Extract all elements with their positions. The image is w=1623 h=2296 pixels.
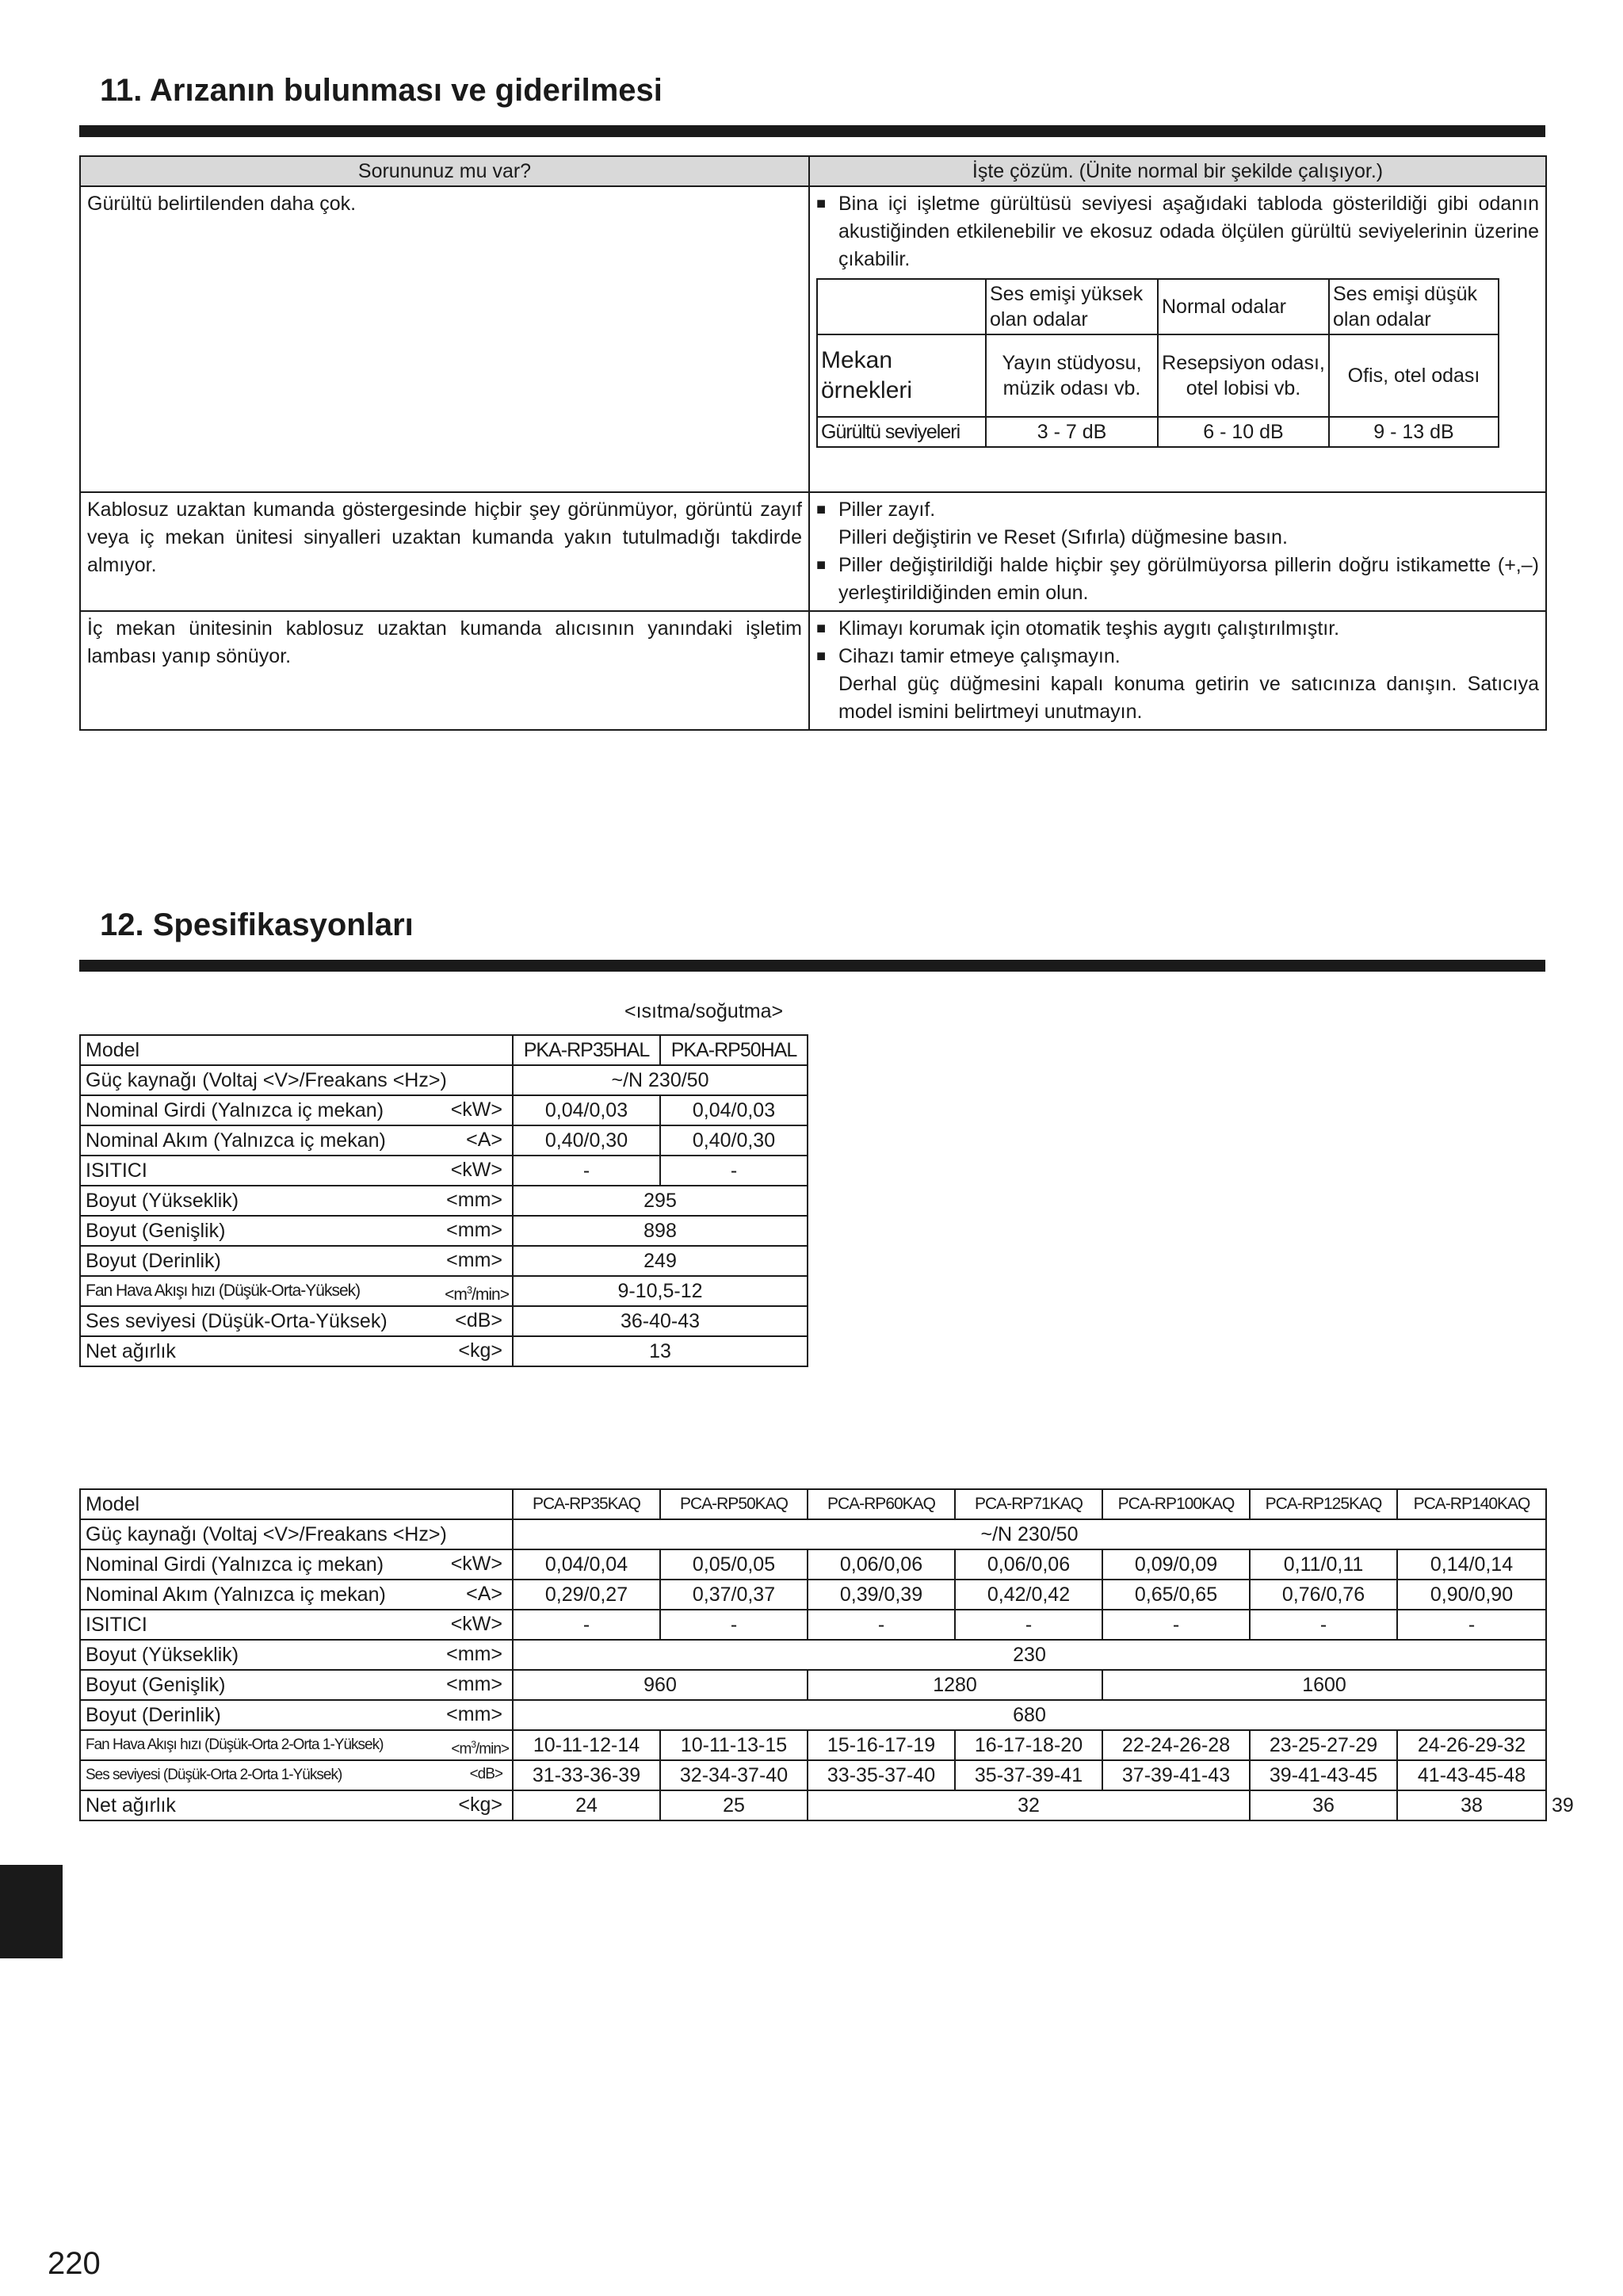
value-depth: 249	[513, 1246, 808, 1276]
label-current: Nominal Akım (Yalnızca iç mekan) <A>	[80, 1125, 513, 1156]
bullet-square-icon: ■	[816, 195, 827, 212]
noise-row-examples-label: Mekan örnekleri	[817, 334, 986, 417]
spec-table-pca: Model PCA-RP35KAQ PCA-RP50KAQ PCA-RP60KAQ PCA-RP71KAQ PCA-RP100KAQ PCA-RP125KAQ PCA-RP140KAQ Güç kaynağı (Voltaj <V>/Freakans <Hz>) ~/N 230/50 Nominal Girdi (Yalnızca iç mekan) <kW> 0,04/0,04 0,05/0,05 0,06/0,06 0,06/0,06 0,09/0,09 0,11/0,11 0,14/0,14 Nominal Akım (Yalnızca iç mekan) <A> 0,29/0,27 0,37/0,37 0,39/0,39 0,42/0,42 0,65/0,65 0,76/0,76 0,90/0,90 ISITICI <kW> - - - - - - - Boyut (Yükseklik) <mm> 230 Boyut (Genişlik) <mm> 960 1280 1600 Boyut (Derinlik) <mm> 680 Fan Hava Akışı hızı (Düşük-Orta 2-Orta 1-Yüksek) $<m^3/\min>$ 10-11-12-14 10-11-13-15 15-16-17-19 16-17-18-20 22-24-26-28 23-25-27-29 24-26-29-32 Ses seviyesi (Düşük-Orta 2-Orta 1-Yüksek) <dB> 31-33-36-39 32-34-37-40 33-35-37-40 35-37-39-41 37-39-41-43 39-41-43-45 41-43-45-48 Net ağırlık <kg> 24 25 32 36 38 39	[79, 1488, 1547, 1821]
value-heater: -	[513, 1610, 660, 1640]
value-weight: 38	[1397, 1790, 1546, 1820]
value-input: 0,04/0,03	[660, 1095, 808, 1125]
model-pca-rp60kaq: PCA-RP60KAQ	[808, 1489, 955, 1519]
value-fan: 9-10,5-12	[513, 1276, 808, 1306]
value-current: 0,40/0,30	[513, 1125, 660, 1156]
value-fan: 22-24-26-28	[1102, 1730, 1250, 1760]
value-fan: 23-25-27-29	[1250, 1730, 1397, 1760]
label-height: Boyut (Yükseklik) <mm>	[80, 1640, 513, 1670]
value-current: 0,40/0,30	[660, 1125, 808, 1156]
value-current: 0,39/0,39	[808, 1580, 955, 1610]
solution-lamp-blinking: ■ Klimayı korumak için otomatik teşhis aygıtı çalıştırılmıştır. ■ Cihazı tamir etmeye çalışmayın. Derhal güç düğmesini kapalı konuma getirin ve satıcınıza danışın. Satıcıya model ismini belirtmeyi unutmayın.	[809, 611, 1546, 730]
label-heater: ISITICI <kW>	[80, 1610, 513, 1640]
bullet-square-icon: ■	[816, 648, 827, 665]
value-width: 898	[513, 1216, 808, 1246]
value-power: ~/N 230/50	[513, 1519, 1546, 1549]
header-problem: Sorununuz mu var?	[80, 156, 809, 186]
noise-col-normal: Normal odalar	[1158, 279, 1329, 334]
value-input: 0,14/0,14	[1397, 1549, 1546, 1580]
label-height: Boyut (Yükseklik) <mm>	[80, 1186, 513, 1216]
label-depth: Boyut (Derinlik) <mm>	[80, 1246, 513, 1276]
solution-noise: ■ Bina içi işletme gürültüsü seviyesi aşağıdaki tabloda gösterildiği gibi odanın akustiğinden etkilenebilir ve ekosuz odada ölçülen gürültü seviyelerinin üzerine çıkabilir. Ses emişi yüksek olan odalar Normal odalar Ses emişi düşük olan odalar Mekan örnekleri Yayın stüdyosu, müzik odası vb. Resepsiyon odası, otel lobisi vb. Ofis, otel odası Gürültü seviyeleri 3 - 7 dB 6 - 10 dB 9 - 13 dB	[809, 186, 1546, 492]
noise-example-1: Yayın stüdyosu, müzik odası vb.	[986, 334, 1158, 417]
value-weight: 25	[660, 1790, 808, 1820]
bullet-square-icon: ■	[816, 501, 827, 518]
value-input: 0,11/0,11	[1250, 1549, 1397, 1580]
value-input: 0,06/0,06	[955, 1549, 1102, 1580]
noise-level-3: 9 - 13 dB	[1329, 417, 1499, 447]
label-power: Güç kaynağı (Voltaj <V>/Freakans <Hz>)	[80, 1519, 513, 1549]
label-current: Nominal Akım (Yalnızca iç mekan) <A>	[80, 1580, 513, 1610]
value-height: 295	[513, 1186, 808, 1216]
section-11-rule	[79, 125, 1545, 137]
label-heater: ISITICI <kW>	[80, 1156, 513, 1186]
value-sound: 37-39-41-43	[1102, 1760, 1250, 1790]
noise-level-1: 3 - 7 dB	[986, 417, 1158, 447]
noise-corner-cell	[817, 279, 986, 334]
problem-remote-display: Kablosuz uzaktan kumanda göstergesinde hiçbir şey görünmüyor, görüntü zayıf veya iç mekan ünitesi sinyalleri uzaktan kumanda yakın tutulmadığı takdirde almıyor.	[80, 492, 809, 611]
label-weight: Net ağırlık <kg>	[80, 1790, 513, 1820]
value-input: 0,09/0,09	[1102, 1549, 1250, 1580]
value-fan: 10-11-12-14	[513, 1730, 660, 1760]
model-pka-rp35hal: PKA-RP35HAL	[513, 1035, 660, 1065]
noise-level-2: 6 - 10 dB	[1158, 417, 1329, 447]
value-sound: 39-41-43-45	[1250, 1760, 1397, 1790]
value-heater: -	[1397, 1610, 1546, 1640]
value-input: 0,04/0,03	[513, 1095, 660, 1125]
value-fan: 10-11-13-15	[660, 1730, 808, 1760]
noise-level-table	[816, 278, 1499, 448]
label-width: Boyut (Genişlik) <mm>	[80, 1216, 513, 1246]
value-width: 960	[513, 1670, 808, 1700]
value-input: 0,05/0,05	[660, 1549, 808, 1580]
value-input: 0,06/0,06	[808, 1549, 955, 1580]
label-input: Nominal Girdi (Yalnızca iç mekan) <kW>	[80, 1095, 513, 1125]
label-sound: Ses seviyesi (Düşük-Orta-Yüksek) <dB>	[80, 1306, 513, 1336]
label-power: Güç kaynağı (Voltaj <V>/Freakans <Hz>)	[80, 1065, 513, 1095]
label-width: Boyut (Genişlik) <mm>	[80, 1670, 513, 1700]
label-fan: Fan Hava Akışı hızı (Düşük-Orta-Yüksek) $<m^3/\min>$	[80, 1276, 513, 1306]
value-sound: 35-37-39-41	[955, 1760, 1102, 1790]
spec-table-pka	[79, 1034, 808, 1367]
value-weight: 36	[1250, 1790, 1397, 1820]
value-fan: 16-17-18-20	[955, 1730, 1102, 1760]
value-width: 1280	[808, 1670, 1102, 1700]
noise-col-high-absorption: Ses emişi yüksek olan odalar	[986, 279, 1158, 334]
section-11-title: 11. Arızanın bulunması ve giderilmesi	[100, 73, 663, 108]
solution-remote-display: ■ Piller zayıf. Pilleri değiştirin ve Reset (Sıfırla) düğmesine basın. ■ Piller değiştirildiği halde hiçbir şey görülmüyorsa pillerin doğru istikamette (+,–) yerleştirildiğinden emin olun.	[809, 492, 1546, 611]
troubleshooting-table	[79, 155, 1547, 731]
model-pca-rp50kaq: PCA-RP50KAQ	[660, 1489, 808, 1519]
value-heater: -	[660, 1610, 808, 1640]
value-heater: -	[955, 1610, 1102, 1640]
noise-example-3: Ofis, otel odası	[1329, 334, 1499, 417]
label-input: Nominal Girdi (Yalnızca iç mekan) <kW>	[80, 1549, 513, 1580]
label-sound: Ses seviyesi (Düşük-Orta 2-Orta 1-Yüksek) <dB>	[80, 1760, 513, 1790]
model-pca-rp140kaq: PCA-RP140KAQ	[1397, 1489, 1546, 1519]
value-sound: 36-40-43	[513, 1306, 808, 1336]
value-current: 0,90/0,90	[1397, 1580, 1546, 1610]
mode-note: <ısıtma/soğutma>	[624, 1000, 784, 1022]
label-weight: Net ağırlık <kg>	[80, 1336, 513, 1366]
value-current: 0,65/0,65	[1102, 1580, 1250, 1610]
value-current: 0,37/0,37	[660, 1580, 808, 1610]
value-weight: 24	[513, 1790, 660, 1820]
label-fan: Fan Hava Akışı hızı (Düşük-Orta 2-Orta 1-Yüksek) $<m^3/\min>$	[80, 1730, 513, 1760]
model-pca-rp100kaq: PCA-RP100KAQ	[1102, 1489, 1250, 1519]
page-number: 220	[48, 2246, 101, 2281]
value-input: 0,04/0,04	[513, 1549, 660, 1580]
value-current: 0,76/0,76	[1250, 1580, 1397, 1610]
model-pca-rp125kaq: PCA-RP125KAQ	[1250, 1489, 1397, 1519]
value-heater: -	[513, 1156, 660, 1186]
value-sound: 31-33-36-39	[513, 1760, 660, 1790]
value-heater: -	[660, 1156, 808, 1186]
value-heater: -	[1102, 1610, 1250, 1640]
value-depth: 680	[513, 1700, 1546, 1730]
label-model: Model	[80, 1035, 513, 1065]
value-fan: 15-16-17-19	[808, 1730, 955, 1760]
value-current: 0,42/0,42	[955, 1580, 1102, 1610]
value-heater: -	[808, 1610, 955, 1640]
model-pka-rp50hal: PKA-RP50HAL	[660, 1035, 808, 1065]
value-weight: 13	[513, 1336, 808, 1366]
bullet-square-icon: ■	[816, 620, 827, 637]
header-solution: İşte çözüm. (Ünite normal bir şekilde çalışıyor.)	[809, 156, 1546, 186]
problem-noise: Gürültü belirtilenden daha çok.	[80, 186, 809, 492]
model-pca-rp35kaq: PCA-RP35KAQ	[513, 1489, 660, 1519]
section-12-rule	[79, 960, 1545, 972]
label-depth: Boyut (Derinlik) <mm>	[80, 1700, 513, 1730]
value-current: 0,29/0,27	[513, 1580, 660, 1610]
model-pca-rp71kaq: PCA-RP71KAQ	[955, 1489, 1102, 1519]
value-fan: 24-26-29-32	[1397, 1730, 1546, 1760]
noise-col-low-absorption: Ses emişi düşük olan odalar	[1329, 279, 1499, 334]
value-height: 230	[513, 1640, 1546, 1670]
noise-example-2: Resepsiyon odası, otel lobisi vb.	[1158, 334, 1329, 417]
value-width: 1600	[1102, 1670, 1546, 1700]
label-model: Model	[80, 1489, 513, 1519]
value-power: ~/N 230/50	[513, 1065, 808, 1095]
problem-lamp-blinking: İç mekan ünitesinin kablosuz uzaktan kumanda alıcısının yanındaki işletim lambası yanıp sönüyor.	[80, 611, 809, 730]
value-weight: 32	[808, 1790, 1250, 1820]
side-tab-marker	[0, 1865, 63, 1958]
bullet-square-icon: ■	[816, 556, 827, 574]
value-heater: -	[1250, 1610, 1397, 1640]
section-12-title: 12. Spesifikasyonları	[100, 907, 414, 942]
value-sound: 33-35-37-40	[808, 1760, 955, 1790]
value-sound: 32-34-37-40	[660, 1760, 808, 1790]
noise-row-level-label: Gürültü seviyeleri	[817, 417, 986, 447]
value-sound: 41-43-45-48	[1397, 1760, 1546, 1790]
